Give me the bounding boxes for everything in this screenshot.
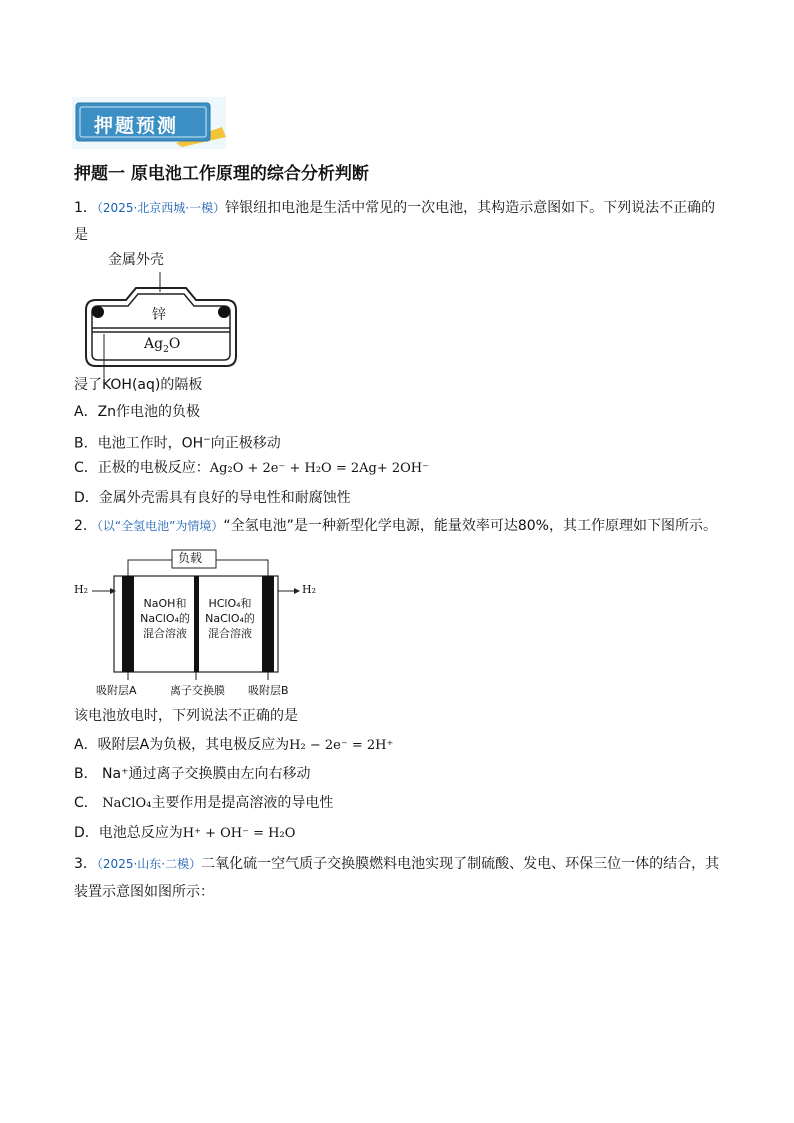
section-title: 押题一 原电池工作原理的综合分析判断 [74, 164, 369, 184]
left-solution-label: NaOH和 NaClO₄的 混合溶液 [140, 597, 190, 640]
q3-source: （2025·山东·二模） [96, 857, 202, 871]
q1-stem [74, 198, 715, 218]
q1-option-b: B．电池工作时，OH−向正极移动 [74, 435, 281, 452]
section-badge [72, 97, 226, 149]
h2-inlet-label: H₂ [74, 583, 89, 596]
q1-stem-line1: 锌银纽扣电池是生活中常见的一次电池，其构造示意图如下。下列说法不正确的 [225, 200, 716, 216]
q3-number: 3． [74, 856, 97, 872]
q1-number: 1． [74, 200, 97, 216]
load-label: 负载 [178, 551, 203, 565]
q2-source: （以“全氢电池”为情境） [96, 519, 224, 533]
right-solution-label: HClO₄和 NaClO₄的 混合溶液 [205, 597, 255, 640]
q2-option-b: B． Na⁺通过离子交换膜由左向右移动 [74, 766, 311, 782]
q2-cell-diagram [72, 540, 332, 700]
q1-option-a: A．Zn作电池的负极 [74, 404, 201, 420]
q1-option-c: C．正极的电极反应：Ag₂O + 2e⁻ + H₂O = 2Ag+ 2OH⁻ [74, 460, 429, 476]
q2-number: 2． [74, 518, 97, 534]
q2-stem-text: “全氢电池”是一种新型化学电源，能量效率可达80%，其工作原理如下图所示。 [223, 518, 717, 534]
q2-option-a: A．吸附层A为负极，其电极反应为H₂ − 2e⁻ = 2H⁺ [74, 737, 394, 753]
badge-label: 押题预测 [94, 115, 179, 137]
q2-option-d: D．电池总反应为H⁺ + OH⁻ = H₂O [74, 825, 296, 841]
q3-stem-line1: 二氧化硫一空气质子交换膜燃料电池实现了制硫酸、发电、环保三位一体的结合，其 [201, 856, 720, 872]
q1-option-d: D．金属外壳需具有良好的导电性和耐腐蚀性 [74, 490, 351, 506]
ag2o-label: $Ag_2O$ [144, 336, 181, 355]
shell-label: 金属外壳 [108, 252, 164, 268]
q2-option-c: C． NaClO₄主要作用是提高溶液的导电性 [74, 795, 334, 811]
adsorb-layer-a-label: 吸附层A [96, 684, 137, 697]
q1-source: （2025·北京西城·一模） [96, 201, 226, 215]
q2-lead: 该电池放电时，下列说法不正确的是 [74, 708, 298, 724]
q3-stem [74, 854, 719, 874]
h2-outlet-label: H₂ [302, 583, 317, 596]
zinc-label: 锌 [152, 307, 166, 323]
q2-stem [74, 516, 717, 536]
membrane-label: 离子交换膜 [170, 684, 225, 697]
separator-label: 浸了KOH(aq)的隔板 [74, 377, 203, 393]
q1-stem-line2: 是 [74, 227, 88, 243]
q3-stem-line2: 装置示意图如图所示： [74, 884, 214, 900]
adsorb-layer-b-label: 吸附层B [248, 684, 289, 697]
